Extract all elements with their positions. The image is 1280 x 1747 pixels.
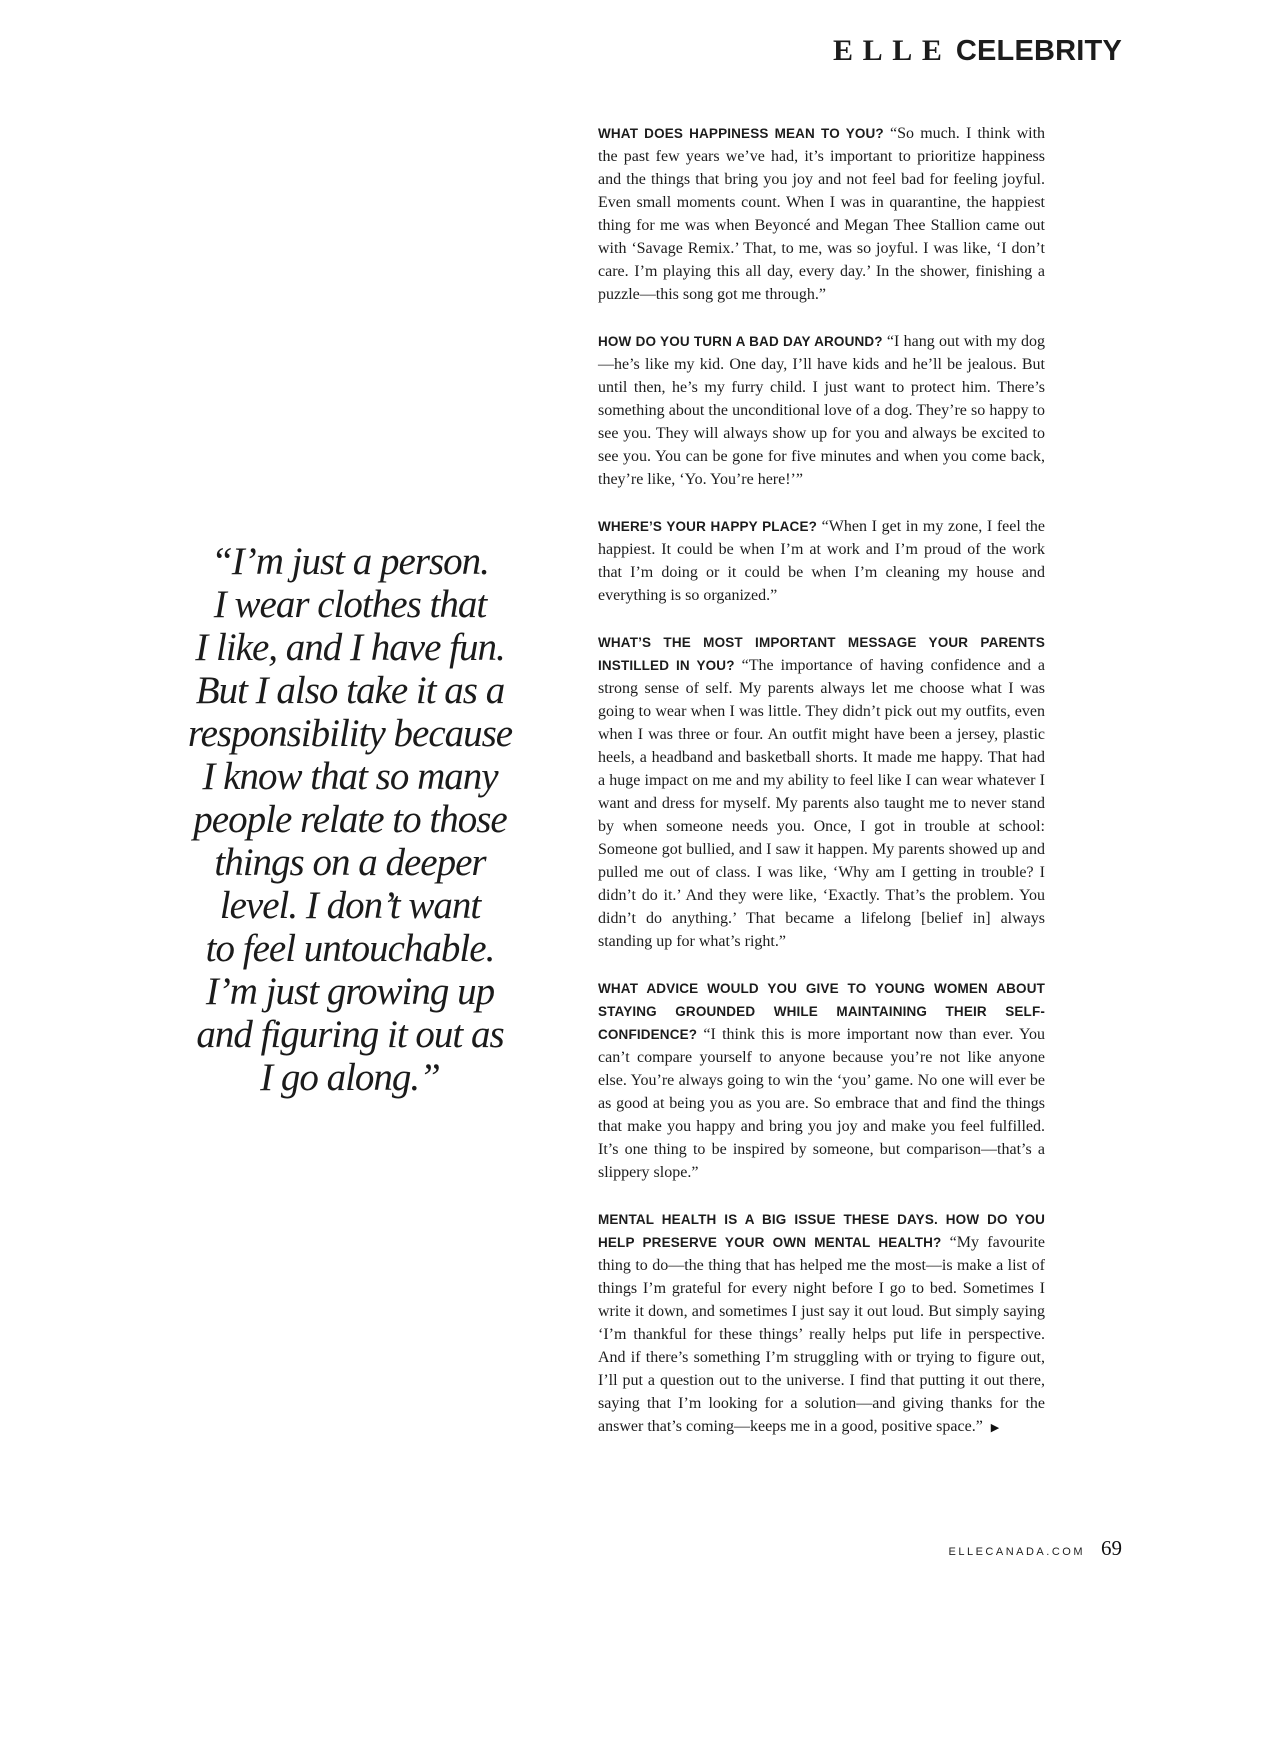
qa-block (598, 1208, 1045, 1439)
pull-quote-line: to feel untouchable. (205, 927, 495, 970)
continued-arrow-icon: ▶ (990, 1421, 1000, 1434)
qa-question: WHERE’S YOUR HAPPY PLACE? (598, 519, 817, 534)
qa-question: WHAT’S THE MOST IMPORTANT MESSAGE YOUR PARENTS INSTILLED IN YOU? (598, 635, 1045, 673)
qa-question: WHAT ADVICE WOULD YOU GIVE TO YOUNG WOMEN ABOUT STAYING GROUNDED WHILE MAINTAINING THEIR SELF-CONFIDENCE? (598, 981, 1045, 1042)
qa-answer: “When I get in my zone, I feel the happiest. It could be when I’m at work and I’m proud of the work that I’m doing or it could be when I’m cleaning my house and everything is so organized.” (598, 518, 1045, 604)
page-header (833, 34, 1122, 68)
pull-quote-line: responsibility because (187, 712, 513, 755)
qa-block (598, 631, 1045, 953)
qa-answer: “I hang out with my dog—he’s like my kid. One day, I’ll have kids and he’ll be jealous. But until then, he’s my furry child. I just want to protect him. There’s something about the unconditional love of a dog. They’re so happy to see you. They will always show up for you and always be excited to see you. You can be gone for five minutes and when you come back, they’re like, ‘Yo. You’re here!’” (598, 333, 1046, 488)
qa-block (598, 330, 1045, 491)
pull-quote-line: I like, and I have fun. (195, 626, 505, 669)
pull-quote-line: I know that so many (202, 755, 498, 798)
pull-quote-line: I go along.” (260, 1056, 440, 1099)
qa-answer: “My favourite thing to do—the thing that has helped me the most—is make a list of things I’m grateful for every night before I go to bed. Sometimes I write it down, and sometimes I just say it out loud. But simply saying ‘I’m thankful for these things’ really helps put life in perspective. And if there’s something I’m struggling with or trying to figure out, I’ll put a question out to the universe. I find that putting it out there, saying that I’m looking for a solution—and giving thanks for the answer that’s coming—keeps me in a good, positive space.” (598, 1234, 1045, 1435)
qa-question: WHAT DOES HAPPINESS MEAN TO YOU? (598, 126, 884, 141)
qa-question: MENTAL HEALTH IS A BIG ISSUE THESE DAYS. HOW DO YOU HELP PRESERVE YOUR OWN MENTAL HEALTH? (598, 1212, 1045, 1250)
footer-page-number: 69 (1101, 1536, 1122, 1560)
pull-quote (130, 540, 570, 1099)
pull-quote-line: level. I don’t want (219, 884, 481, 927)
pull-quote-line: things on a deeper (214, 841, 486, 884)
pull-quote-line: I wear clothes that (213, 583, 487, 626)
pull-quote-line: I’m just growing up (205, 970, 495, 1013)
qa-block (598, 122, 1045, 306)
elle-logo: ELLE (832, 34, 952, 67)
pull-quote-line: and figuring it out as (196, 1013, 504, 1056)
pull-quote-line: But I also take it as a (195, 669, 505, 712)
qa-answer: “I think this is more important now than ever. You can’t compare yourself to anyone because you’re not like anyone else. You’re always going to win the ‘you’ game. No one will ever be as good at being you as you are. So embrace that and find the things that make you happy and bring you joy and make you feel fulfilled. It’s one thing to be inspired by someone, but comparison—that’s a slippery slope.” (598, 1026, 1046, 1181)
interview-column (598, 122, 1045, 1463)
pull-quote-line: people relate to those (193, 798, 507, 841)
qa-block (598, 515, 1045, 607)
qa-answer: “The importance of having confidence and a strong sense of self. My parents always let me choose what I was going to wear when I was little. They didn’t pick out my outfits, even when I was three or four. An outfit might have been a jersey, plastic heels, a headband and basketball shorts. It made me happy. That had a huge impact on me and my ability to feel like I can wear whatever I want and dress for myself. My parents also taught me to never stand by when someone needs you. Once, I got in trouble at school: Someone got bullied, and I saw it happen. My parents showed up and pulled me out of class. I was like, ‘Why am I getting in trouble? I didn’t do it.’ And they were like, ‘Exactly. That’s the problem. You didn’t do anything.’ That became a lifelong [belief in] always standing up for what’s right.” (598, 657, 1046, 950)
qa-question: HOW DO YOU TURN A BAD DAY AROUND? (598, 334, 883, 349)
footer-website: ELLECANADA.COM (948, 1546, 1085, 1558)
section-title: CELEBRITY (955, 35, 1122, 67)
pull-quote-line: “I’m just a person. (211, 540, 489, 583)
qa-block (598, 977, 1045, 1184)
qa-answer: “So much. I think with the past few years we’ve had, it’s important to prioritize happiness and the things that bring you joy and not feel bad for feeling joyful. Even small moments count. When I was in quarantine, the happiest thing for me was when Beyoncé and Megan Thee Stallion came out with ‘Savage Remix.’ That, to me, was so joyful. I was like, ‘I don’t care. I’m playing this all day, every day.’ In the shower, finishing a puzzle—this song got me through.” (598, 125, 1046, 303)
page-footer (949, 1536, 1122, 1561)
